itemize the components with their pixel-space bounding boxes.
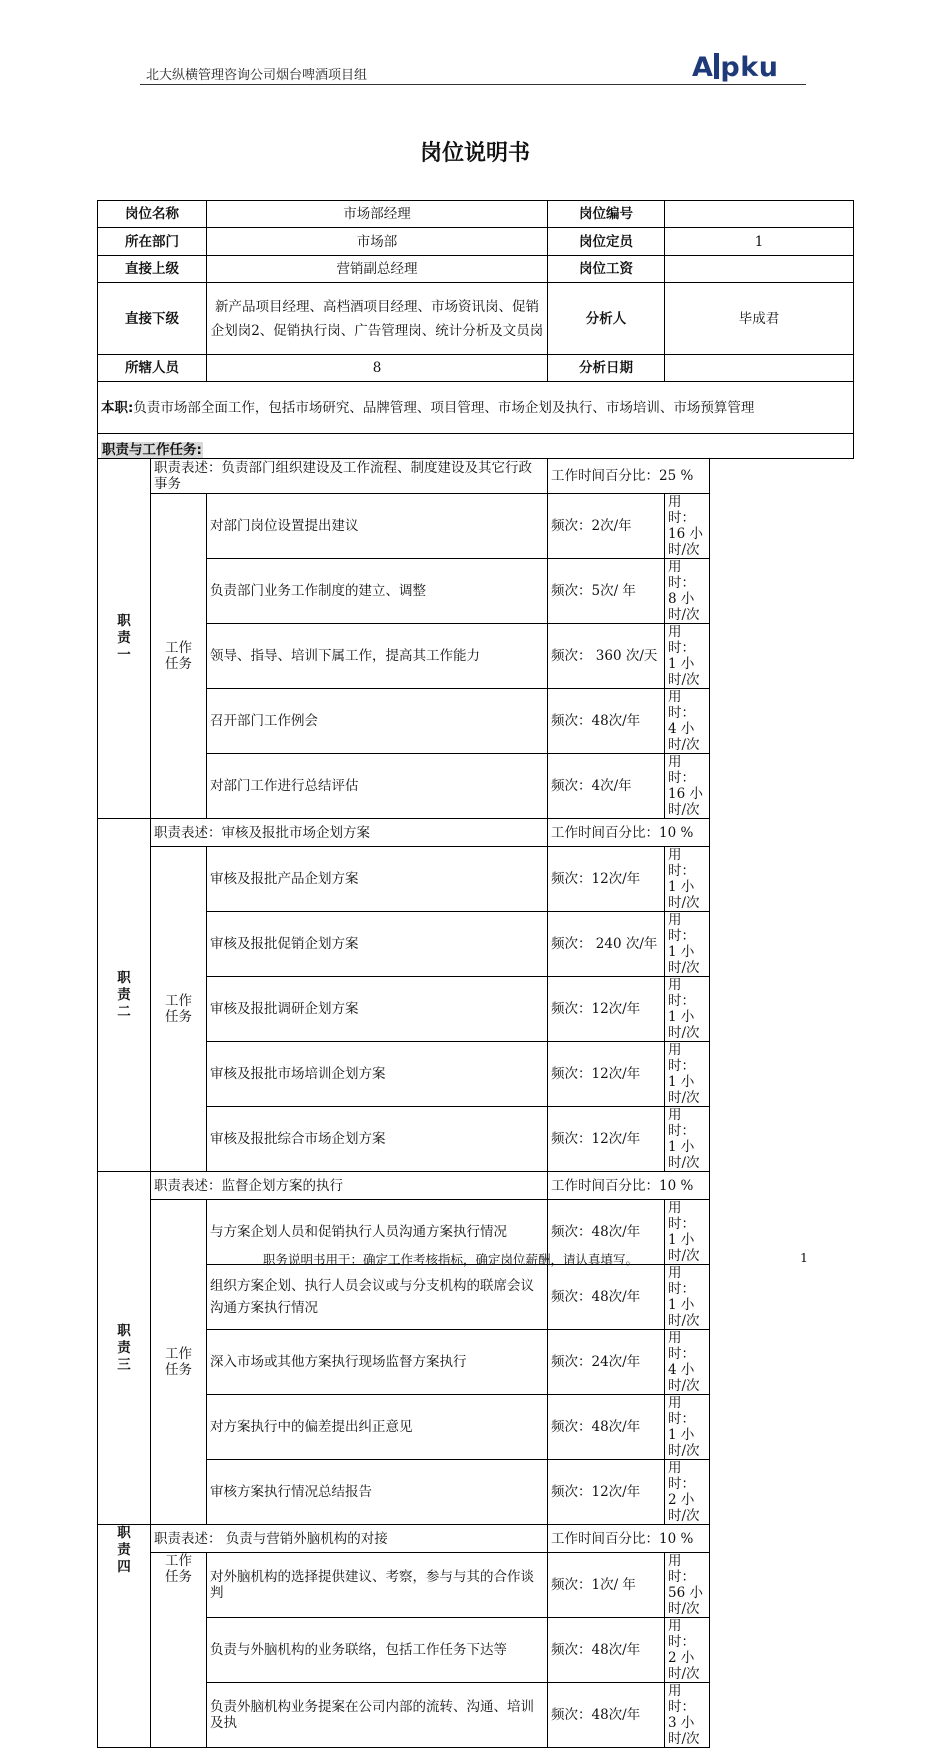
label-analyst: 分析人 <box>548 283 665 355</box>
section-time-percent: 工作时间百分比：10 % <box>548 1525 710 1553</box>
task-duration: 用时： 1 小时/次 <box>665 977 710 1042</box>
task-text: 负责外脑机构业务提案在公司内部的流转、沟通、培训及执 <box>207 1683 548 1748</box>
task-text: 对方案执行中的偏差提出纠正意见 <box>207 1395 548 1460</box>
section-label <box>98 1172 151 1525</box>
task-duration: 用时：56 小时/次 <box>665 1553 710 1618</box>
task-duration: 用时： 4 小时/次 <box>665 689 710 754</box>
value-supervisor: 营销副总经理 <box>207 256 548 283</box>
task-text: 深入市场或其他方案执行现场监督方案执行 <box>207 1330 548 1395</box>
label-subordinates: 直接下级 <box>98 283 207 355</box>
task-text: 审核及报批调研企划方案 <box>207 977 548 1042</box>
task-duration: 用时： 4 小时/次 <box>665 1330 710 1395</box>
value-department: 市场部 <box>207 228 548 256</box>
task-frequency: 频次：24次/年 <box>548 1330 665 1395</box>
section-label-text: 职责三 <box>117 1322 131 1373</box>
section-label <box>98 819 151 1172</box>
value-analyst: 毕成君 <box>665 283 854 355</box>
section-label <box>98 1525 151 1748</box>
page-number: 1 <box>800 1250 808 1265</box>
task-group-label <box>151 847 207 1172</box>
footer-note: 职务说明书用于：确定工作考核指标，确定岗位薪酬，请认真填写。 <box>263 1252 639 1267</box>
task-text: 召开部门工作例会 <box>207 689 548 754</box>
task-frequency: 频次：12次/年 <box>548 977 665 1042</box>
task-group-label-text: 工作任务 <box>165 640 192 672</box>
job-description-table <box>97 200 854 1748</box>
task-text: 审核及报批产品企划方案 <box>207 847 548 912</box>
tasks-heading: 职责与工作任务: <box>102 442 202 458</box>
value-position-code <box>665 201 854 228</box>
tasks-heading-cell <box>98 434 854 459</box>
task-group-label-text: 工作任务 <box>165 993 192 1025</box>
section-desc: 职责表述：负责部门组织建设及工作流程、制度建设及其它行政事务 <box>151 459 548 494</box>
value-wage <box>665 256 854 283</box>
section-time-percent: 工作时间百分比：10 % <box>548 1172 710 1200</box>
task-duration: 用时： 1 小时/次 <box>665 1042 710 1107</box>
section-desc: 职责表述： 负责与营销外脑机构的对接 <box>151 1525 548 1553</box>
task-frequency: 频次：12次/年 <box>548 1042 665 1107</box>
task-text: 对外脑机构的选择提供建议、考察，参与与其的合作谈判 <box>207 1553 548 1618</box>
task-duration: 用时： 1 小时/次 <box>665 912 710 977</box>
task-duration: 用时： 1 小时/次 <box>665 624 710 689</box>
task-group-label-text: 工作任务 <box>165 1553 192 1585</box>
task-text: 审核方案执行情况总结报告 <box>207 1460 548 1525</box>
section-label-text: 职责二 <box>117 969 131 1020</box>
task-duration: 用时： 1 小时/次 <box>665 1265 710 1330</box>
duty-label: 本职: <box>101 399 134 416</box>
section-time-percent: 工作时间百分比：10 % <box>548 819 710 847</box>
task-frequency: 频次：48次/年 <box>548 1265 665 1330</box>
task-frequency: 频次：48次/年 <box>548 1683 665 1748</box>
task-group-label <box>151 1200 207 1525</box>
task-frequency: 频次：1次/ 年 <box>548 1553 665 1618</box>
header-rule <box>140 84 806 85</box>
task-text: 领导、指导、培训下属工作，提高其工作能力 <box>207 624 548 689</box>
label-department: 所在部门 <box>98 228 207 256</box>
task-duration: 用时： 2 小时/次 <box>665 1618 710 1683</box>
label-wage: 岗位工资 <box>548 256 665 283</box>
task-frequency: 频次：48次/年 <box>548 1200 665 1265</box>
task-text: 负责与外脑机构的业务联络，包括工作任务下达等 <box>207 1618 548 1683</box>
label-supervisor: 直接上级 <box>98 256 207 283</box>
task-text: 对部门工作进行总结评估 <box>207 754 548 819</box>
task-frequency: 频次：48次/年 <box>548 689 665 754</box>
task-frequency: 频次： 360 次/天 <box>548 624 665 689</box>
value-quota: 1 <box>665 228 854 256</box>
task-group-label <box>151 494 207 819</box>
value-staff: 8 <box>207 355 548 382</box>
task-frequency: 频次：5次/ 年 <box>548 559 665 624</box>
task-duration: 用时： 8 小时/次 <box>665 559 710 624</box>
duty-summary <box>98 382 854 434</box>
value-position-name: 市场部经理 <box>207 201 548 228</box>
task-frequency: 频次：48次/年 <box>548 1618 665 1683</box>
duty-text: 负责市场部全面工作，包括市场研究、品牌管理、项目管理、市场企划及执行、市场培训、市场预算管理 <box>133 399 755 416</box>
value-analysis-date <box>665 355 854 382</box>
task-duration: 用时：16 小时/次 <box>665 494 710 559</box>
task-group-label-text: 工作任务 <box>165 1346 192 1378</box>
header-org: 北大纵横管理咨询公司烟台啤酒项目组 <box>146 68 368 83</box>
label-position-name: 岗位名称 <box>98 201 207 228</box>
task-text: 审核及报批市场培训企划方案 <box>207 1042 548 1107</box>
task-duration: 用时： 1 小时/次 <box>665 1107 710 1172</box>
label-analysis-date: 分析日期 <box>548 355 665 382</box>
task-duration: 用时： 1 小时/次 <box>665 1200 710 1265</box>
label-staff: 所辖人员 <box>98 355 207 382</box>
task-duration: 用时： 3 小时/次 <box>665 1683 710 1748</box>
value-subordinates: 新产品项目经理、高档酒项目经理、市场资讯岗、促销企划岗2、促销执行岗、广告管理岗、统计分析及文员岗 <box>207 283 548 355</box>
task-duration: 用时： 1 小时/次 <box>665 1395 710 1460</box>
task-frequency: 频次：4次/年 <box>548 754 665 819</box>
section-time-percent: 工作时间百分比：25 % <box>548 459 710 494</box>
task-text: 对部门岗位设置提出建议 <box>207 494 548 559</box>
section-label <box>98 459 151 819</box>
task-duration: 用时： 2 小时/次 <box>665 1460 710 1525</box>
task-text: 审核及报批促销企划方案 <box>207 912 548 977</box>
task-group-label <box>151 1553 207 1748</box>
task-text: 与方案企划人员和促销执行人员沟通方案执行情况 <box>207 1200 548 1265</box>
section-label-text: 职责四 <box>117 1525 131 1575</box>
label-position-code: 岗位编号 <box>548 201 665 228</box>
task-frequency: 频次：12次/年 <box>548 847 665 912</box>
task-frequency: 频次：12次/年 <box>548 1107 665 1172</box>
section-desc: 职责表述：监督企划方案的执行 <box>151 1172 548 1200</box>
company-logo: A pku <box>692 52 779 83</box>
task-frequency: 频次： 240 次/年 <box>548 912 665 977</box>
task-frequency: 频次：12次/年 <box>548 1460 665 1525</box>
section-desc: 职责表述：审核及报批市场企划方案 <box>151 819 548 847</box>
task-frequency: 频次：2次/年 <box>548 494 665 559</box>
page-title: 岗位说明书 <box>419 141 530 166</box>
section-label-text: 职责一 <box>117 613 131 663</box>
task-duration: 用时： 1 小时/次 <box>665 847 710 912</box>
task-text: 组织方案企划、执行人员会议或与分支机构的联席会议沟通方案执行情况 <box>207 1265 548 1330</box>
task-frequency: 频次：48次/年 <box>548 1395 665 1460</box>
label-quota: 岗位定员 <box>548 228 665 256</box>
task-duration: 用时：16 小时/次 <box>665 754 710 819</box>
task-text: 负责部门业务工作制度的建立、调整 <box>207 559 548 624</box>
task-text: 审核及报批综合市场企划方案 <box>207 1107 548 1172</box>
